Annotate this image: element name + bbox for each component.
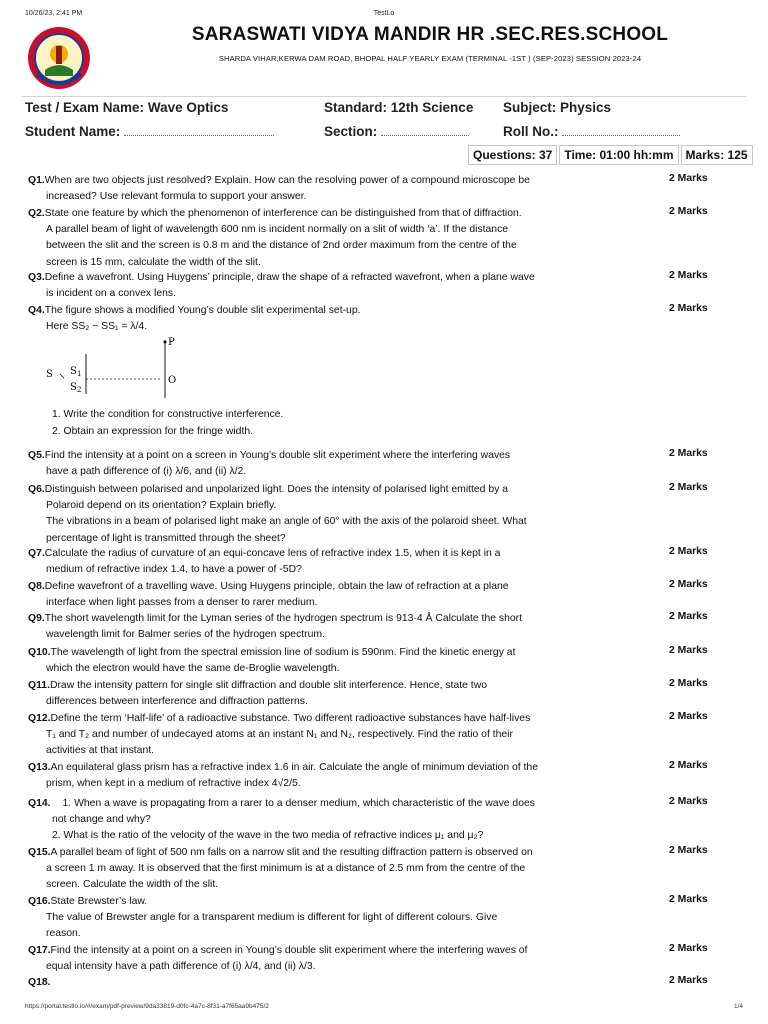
question-5 bbox=[28, 448, 568, 480]
question-text-line: The short wavelength limit for the Lyman series of the hydrogen spectrum is 913·4 Å Calculate the short bbox=[44, 613, 522, 624]
question-text-line: medium of refractive index 1.4, to have a power of -5D? bbox=[46, 564, 302, 576]
test-name-label: Test / Exam Name: bbox=[25, 100, 145, 115]
label-o: O bbox=[168, 375, 177, 386]
question-18 bbox=[28, 975, 568, 991]
roll-label: Roll No.: bbox=[503, 124, 559, 139]
subject-value: Physics bbox=[560, 100, 612, 115]
question-number: Q5. bbox=[28, 450, 45, 461]
label-source: S bbox=[46, 369, 53, 380]
question-marks: 2 Marks bbox=[669, 760, 708, 771]
question-16 bbox=[28, 894, 568, 943]
print-datetime: 10/26/23, 2:41 PM bbox=[25, 10, 83, 17]
question-text-line: The vibrations in a beam of polarised light make an angle of 60° with the axis of the polaroid sheet. What bbox=[46, 516, 527, 528]
question-number: Q4. bbox=[28, 305, 45, 316]
question-number: Q2. bbox=[28, 208, 45, 219]
sub-question-list bbox=[28, 407, 568, 439]
question-marks: 2 Marks bbox=[669, 943, 708, 954]
school-name: SARASWATI VIDYA MANDIR HR .SEC.RES.SCHOOL bbox=[191, 24, 669, 45]
section-label: Section: bbox=[324, 124, 378, 139]
sub-question: 1. When a wave is propagating from a rarer to a denser medium, which characteristic of the wave does bbox=[62, 798, 535, 809]
question-text-line: A parallel beam of light of 500 nm falls on a narrow slit and the resulting diffraction pattern is observed on bbox=[50, 847, 533, 858]
question-marks: 2 Marks bbox=[669, 796, 708, 807]
question-number: Q12. bbox=[28, 713, 51, 724]
question-text-line: Define wavefront of a travelling wave. Using Huygens principle, obtain the law of refraction at a plane bbox=[44, 581, 509, 592]
question-9 bbox=[28, 611, 568, 643]
question-text-line: The wavelength of light from the spectral emission line of sodium is 590nm. Find the kinetic energy at bbox=[50, 647, 516, 658]
question-number: Q8. bbox=[28, 581, 45, 592]
question-marks: 2 Marks bbox=[669, 894, 708, 905]
question-marks: 2 Marks bbox=[669, 448, 708, 459]
question-marks: 2 Marks bbox=[669, 173, 708, 184]
question-number: Q13. bbox=[28, 762, 51, 773]
question-number: Q14. bbox=[28, 798, 51, 809]
question-text-line: activities at that instant. bbox=[46, 745, 155, 757]
print-site-title: TestLo bbox=[373, 10, 395, 17]
question-marks: 2 Marks bbox=[669, 482, 708, 493]
question-marks: 2 Marks bbox=[669, 270, 708, 281]
question-text-line: The figure shows a modified Young’s double slit experimental set-up. bbox=[44, 305, 361, 316]
page-number: 1/4 bbox=[733, 1003, 743, 1010]
question-text-line: Polaroid depend on its orientation? Explain briefly. bbox=[46, 500, 277, 512]
question-marks: 2 Marks bbox=[669, 579, 708, 590]
school-address: SHARDA VIHAR,KERWA DAM ROAD, BHOPAL HALF YEARLY EXAM (TERMINAL -1ST ) (SEP-2023) SESSION 2023-24 bbox=[218, 54, 642, 63]
question-text-line: Define the term ‘Half-life’ of a radioactive substance. Two different radioactive substances have half-lives bbox=[50, 713, 531, 724]
question-text-line: State one feature by which the phenomenon of interference can be distinguished from that of diffraction. bbox=[44, 208, 522, 219]
question-text-line: T₁ and T₂ and number of undecayed atoms at an instant N₁ and N₂, respectively. Find the ratio of their bbox=[46, 729, 513, 741]
question-text-line: State Brewster’s law. bbox=[50, 896, 148, 907]
label-s1-sub: 1 bbox=[77, 370, 82, 378]
student-name-label: Student Name: bbox=[25, 124, 121, 139]
question-number: Q7. bbox=[28, 548, 45, 559]
question-text-line: is incident on a convex lens. bbox=[46, 288, 176, 300]
question-2 bbox=[28, 206, 568, 271]
question-text-line: percentage of light is transmitted through the sheet? bbox=[46, 532, 286, 544]
question-text-line: differences between interference and diffraction patterns. bbox=[46, 696, 308, 708]
roll-blank bbox=[562, 123, 680, 136]
question-text-line: screen is 15 mm, calculate the width of the slit. bbox=[46, 256, 261, 268]
question-text-line: interface when light passes from a denser to rarer medium. bbox=[46, 597, 318, 609]
question-text-line: An equilateral glass prism has a refractive index 1.6 in air. Calculate the angle of minimum deviation of the bbox=[50, 762, 538, 773]
sub-question: 1. Write the condition for constructive interference. bbox=[52, 409, 284, 421]
question-marks: 2 Marks bbox=[669, 845, 708, 856]
question-text-line: A parallel beam of light of wavelength 600 nm is incident normally on a slit of width ‘a’. If the distance bbox=[46, 224, 509, 236]
print-header bbox=[25, 10, 743, 22]
standard-value: 12th Science bbox=[390, 100, 474, 115]
question-text-line: Draw the intensity pattern for single slit diffraction and double slit interference. Hence, state two bbox=[49, 680, 487, 691]
section-field bbox=[324, 123, 469, 139]
question-3 bbox=[28, 270, 568, 302]
question-marks: 2 Marks bbox=[669, 611, 708, 622]
question-17 bbox=[28, 943, 568, 975]
point-p bbox=[164, 341, 167, 344]
question-marks: 2 Marks bbox=[669, 678, 708, 689]
subject-field bbox=[503, 100, 611, 115]
exam-time: Time: 01:00 hh:mm bbox=[559, 145, 678, 165]
label-s2-sub: 2 bbox=[77, 386, 82, 394]
question-1 bbox=[28, 173, 568, 205]
sub-question: 2. Obtain an expression for the fringe width. bbox=[52, 425, 253, 437]
question-number: Q15. bbox=[28, 847, 51, 858]
question-number: Q3. bbox=[28, 272, 45, 283]
question-text-line: reason. bbox=[46, 928, 81, 940]
school-heading bbox=[120, 24, 740, 63]
source-mark bbox=[60, 374, 64, 378]
sub-question: 2. What is the ratio of the velocity of the wave in the two media of refractive indices μ₁ and μ₂? bbox=[52, 830, 484, 842]
question-number: Q10. bbox=[28, 647, 51, 658]
label-p: P bbox=[168, 337, 175, 348]
question-6 bbox=[28, 482, 568, 547]
question-text-line: Here SS₂ − SS₁ = λ/4. bbox=[46, 321, 148, 333]
print-footer bbox=[25, 1003, 743, 1010]
question-text-line: screen. Calculate the width of the slit. bbox=[46, 879, 219, 891]
section-blank bbox=[381, 123, 469, 136]
label-s1: S bbox=[70, 366, 77, 377]
question-text-line: Define a wavefront. Using Huygens’ principle, draw the shape of a refracted wavefront, when a plane wave bbox=[44, 272, 535, 283]
question-marks: 2 Marks bbox=[669, 303, 708, 314]
standard-field bbox=[324, 100, 473, 115]
question-marks: 2 Marks bbox=[669, 645, 708, 656]
question-text-line: wavelength limit for Balmer series of the hydrogen spectrum. bbox=[46, 629, 325, 641]
question-number: Q16. bbox=[28, 896, 51, 907]
question-8 bbox=[28, 579, 568, 611]
question-text-line: increased? Use relevant formula to support your answer. bbox=[46, 191, 307, 203]
question-text-line: prism, when kept in a medium of refractive index 4√2/5. bbox=[46, 778, 301, 790]
question-number: Q17. bbox=[28, 945, 51, 956]
question-text-line: The value of Brewster angle for a transparent medium is different for light of different colours. Give bbox=[46, 912, 498, 924]
student-name-blank bbox=[124, 123, 274, 136]
question-12 bbox=[28, 711, 568, 760]
question-text-line: have a path difference of (i) λ/6, and (ii) λ/2. bbox=[46, 466, 247, 478]
page-url: https://portal.testlo.io/#/exam/pdf-preview/9da33819-d0fc-4a7c-8f31-a7f65aa9b475/2 bbox=[25, 1003, 269, 1010]
question-text-line: When are two objects just resolved? Explain. How can the resolving power of a compound microscope be bbox=[44, 175, 530, 186]
question-11 bbox=[28, 678, 568, 710]
question-number: Q18. bbox=[28, 977, 51, 988]
question-text-line: Find the intensity at a point on a screen in Young’s double slit experiment where the interfering waves of bbox=[50, 945, 528, 956]
school-logo bbox=[27, 26, 91, 90]
total-marks: Marks: 125 bbox=[681, 145, 753, 165]
question-text-line: equal intensity have a path difference of (i) λ/4, and (ii) λ/3. bbox=[46, 961, 316, 973]
question-7 bbox=[28, 546, 568, 578]
question-number: Q6. bbox=[28, 484, 45, 495]
header-divider bbox=[22, 96, 746, 97]
question-text-line: which the electron would have the same de-Broglie wavelength. bbox=[46, 663, 340, 675]
subject-label: Subject: bbox=[503, 100, 557, 115]
student-name-field bbox=[25, 123, 274, 139]
label-s2: S bbox=[70, 382, 77, 393]
sub-question-list bbox=[28, 798, 568, 845]
question-number: Q1. bbox=[28, 175, 45, 186]
question-text-line: a screen 1 m away. It is observed that the first minimum is at a distance of 2.5 mm from the centre of the bbox=[46, 863, 526, 875]
question-text-line: between the slit and the screen is 0.8 m and the distance of 2nd order maximum from the centre of the bbox=[46, 240, 517, 252]
question-text-line: Find the intensity at a point on a screen in Young’s double slit experiment where the interfering waves bbox=[44, 450, 511, 461]
questions-count: Questions: 37 bbox=[468, 145, 557, 165]
question-text-line: Distinguish between polarised and unpolarized light. Does the intensity of polarised light emitted by a bbox=[44, 484, 508, 495]
question-15 bbox=[28, 845, 568, 894]
question-marks: 2 Marks bbox=[669, 546, 708, 557]
test-name-field bbox=[25, 100, 228, 115]
question-number: Q9. bbox=[28, 613, 45, 624]
question-marks: 2 Marks bbox=[669, 975, 708, 986]
ydse-diagram bbox=[40, 334, 190, 402]
exam-summary bbox=[468, 145, 755, 165]
standard-label: Standard: bbox=[324, 100, 388, 115]
roll-field bbox=[503, 123, 680, 139]
sub-question: not change and why? bbox=[52, 814, 151, 826]
question-10 bbox=[28, 645, 568, 677]
question-marks: 2 Marks bbox=[669, 711, 708, 722]
test-name-value: Wave Optics bbox=[147, 100, 229, 115]
question-text-line: Calculate the radius of curvature of an equi-concave lens of refractive index 1.5, when it is kept in a bbox=[44, 548, 501, 559]
question-number: Q11. bbox=[28, 680, 50, 691]
question-14 bbox=[28, 796, 568, 845]
question-marks: 2 Marks bbox=[669, 206, 708, 217]
question-13 bbox=[28, 760, 568, 792]
